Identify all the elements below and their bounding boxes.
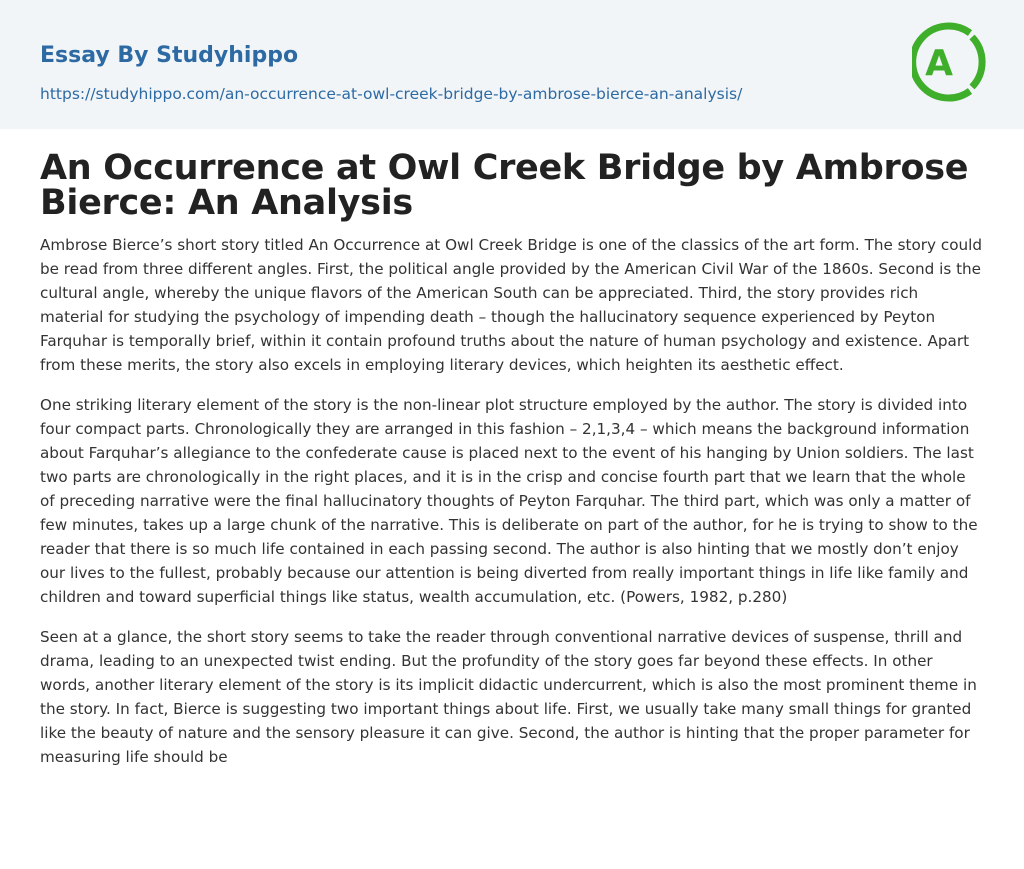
essay-url-link[interactable]: https://studyhippo.com/an-occurrence-at-owl-creek-bridge-by-ambrose-bierce-an-analysis/ xyxy=(40,85,743,103)
article-title: An Occurrence at Owl Creek Bridge by Ambrose Bierce: An Analysis xyxy=(40,148,969,223)
logo-letter: A xyxy=(925,43,953,84)
logo-ring-right xyxy=(972,37,982,87)
site-brand[interactable]: Essay By Studyhippo xyxy=(40,43,299,68)
studyhippo-logo-icon[interactable] xyxy=(912,19,986,105)
site-header xyxy=(0,0,1024,129)
article-paragraph-2: One striking literary element of the story is the non-linear plot structure employed by the author. The story is divided into four compact parts. Chronologically they are arranged in this fashion – 2,1,3,4 – which means the background information about Farquhar’s allegiance to the confederate cause is placed next to the event of his hanging by Union soldiers. The last two parts are chronologically in the right places, and it is in the crisp and concise fourth part that we learn that the whole of preceding narrative were the final hallucinatory thoughts of Peyton Farquhar. The third part, which was only a matter of few minutes, takes up a large chunk of the narrative. This is deliberate on part of the author, for he is trying to show to the reader that there is so much life contained in each passing second. The author is also hinting that we mostly don’t enjoy our lives to the fullest, probably because our attention is being diverted from really important things in life like family and children and toward superficial things like status, wealth accumulation, etc. (Powers, 1982, p.280) xyxy=(40,396,978,606)
article-paragraph-1: Ambrose Bierce’s short story titled An Occurrence at Owl Creek Bridge is one of the classics of the art form. The story could be read from three different angles. First, the political angle provided by the American Civil War of the 1860s. Second is the cultural angle, whereby the unique flavors of the American South can be appreciated. Third, the story provides rich material for studying the psychology of impending death – though the hallucinatory sequence experienced by Peyton Farquhar is temporally brief, within it contain profound truths about the nature of human psychology and existence. Apart from these merits, the story also excels in employing literary devices, which heighten its aesthetic effect. xyxy=(40,236,982,374)
article-paragraph-3: Seen at a glance, the short story seems to take the reader through conventional narrative devices of suspense, thrill and drama, leading to an unexpected twist ending. But the profundity of the story goes far beyond these effects. In other words, another literary element of the story is its implicit didactic undercurrent, which is also the most prominent theme in the story. In fact, Bierce is suggesting two important things about life. First, we usually take many small things for granted like the beauty of nature and the sensory pleasure it can give. Second, the author is hinting that the proper parameter for measuring life should be xyxy=(40,628,977,766)
article-body xyxy=(0,148,1024,769)
